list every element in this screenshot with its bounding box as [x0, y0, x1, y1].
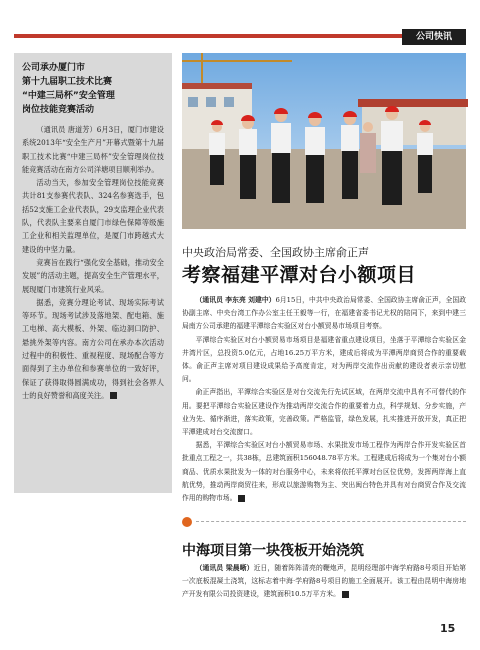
page-number: 15 — [440, 622, 456, 635]
sidebar-title — [22, 61, 164, 117]
article2-paragraph: （通讯员 梁晨晰）近日，随着阵阵清亮的鞭炮声，昆明经理部中海学府路8号项目开始第一次底板混凝土浇筑，这标志着中海·学府路8号项目的施工全面展开。该工程由昆明中海房地产开发有限公司投资建设，建筑面积10.5万平方米。 — [182, 564, 466, 599]
sidebar-body — [22, 123, 164, 402]
article-paragraph: （通讯员 李东亮 刘建中）6月15日，中共中央政治局常委、全国政协主席俞正声，全国政协副主席、中央台湾工作办公室主任王毅等一行，在福建省委书记尤权的陪同下，来到中建三局南方公司承建的福建平潭综合实验区对台小额贸易市场项目考察。 — [182, 296, 466, 331]
sidebar-news-box — [14, 53, 172, 493]
article-title: 考察福建平潭对台小额项目 — [182, 264, 417, 286]
end-mark-icon — [342, 591, 349, 598]
article-paragraph: 据悉，平潭综合实验区对台小额贸易市场、水果批发市场工程作为两岸合作开发实验区首批重点工程之一，共38栋，总建筑面积156048.78平方米。工程建成后将成为一个集对台小额商品、优质水果批发为一体的对台服务中心，未来将依托平潭对台区位优势，发挥两岸海上直航优势，推动两岸商贸往来，形成以旅游购物为主、突出闽台特色并具有对台商贸合作及交流作用的购物市场。 — [182, 441, 466, 503]
article2-title: 中海项目第一块筏板开始浇筑 — [182, 543, 364, 559]
sidebar-paragraph: 活动当天，参加安全管理岗位技能竞赛共计81支参赛代表队、324名参赛选手，包括52支施工企业代表队，29支监理企业代表队，代表队主要来自厦门市绿色保障等级施工企业和相关监理单位，是厦门市跨越式大建设的中坚力量。 — [22, 178, 164, 254]
sidebar-title-line: “中建三局杯”安全管理 — [22, 91, 115, 101]
sidebar-paragraph: 据悉，竞赛分理论考试、现场实际考试等环节。现场考试涉及落地架、配电箱、施工电梯、高大模板、外架、临边洞口防护、悬挑外架等内容。南方公司在承办本次活动过程中的积极性、重视程度、现场配合等方面得到了主办单位和参赛单位的一致好评，保证了获得取得圆满成功，得到社会各界人士的良好赞誉和高度关注。 — [22, 297, 164, 400]
sidebar-title-line: 第十九届职工技术比赛 — [22, 77, 113, 87]
article2-byline: （通讯员 梁晨晰） — [195, 564, 254, 572]
end-mark-icon — [110, 392, 117, 399]
article-subtitle: 中央政治局常委、全国政协主席俞正声 — [182, 246, 369, 259]
sidebar-paragraph: （通讯员 唐道芳）6月3日，厦门市建设系统2013年“安全生产月”开幕式暨第十九届职工技术比赛“中建三局杯”安全管理岗位技能竞赛活动在南方公司洋塘项目顺利举办。 — [22, 125, 164, 174]
section-tag: 公司快讯 — [402, 29, 466, 45]
section-divider-icon — [182, 517, 192, 527]
end-mark-icon — [238, 495, 245, 502]
article-body — [182, 294, 466, 503]
section-divider — [196, 521, 466, 522]
article-paragraph: 俞正声指出，平潭综合实验区是对台交流先行先试区域，在两岸交流中具有不可替代的作用。要把平潭综合实验区建设作为推动两岸交流合作的重要着力点，科学规划、分步实施，产业为先、循序渐进，落实政策，完善政策。严格监管，绿色发展，扎实推进开放开发，真正把平潭建成对台交流窗口。 — [182, 388, 466, 437]
sidebar-title-line: 岗位技能竞赛活动 — [22, 105, 95, 115]
sidebar-title-line: 公司承办厦门市 — [22, 63, 86, 73]
sidebar-paragraph: 竞赛旨在践行“强化安全基础，推动安全发展”的活动主题，提高安全生产管理水平，展现厦门市建筑行业风采。 — [22, 257, 164, 294]
article2-body — [182, 562, 466, 602]
article-photo — [182, 53, 466, 229]
article-byline: （通讯员 李东亮 刘建中） — [195, 296, 276, 304]
header-rule — [14, 34, 406, 38]
article-paragraph: 平潭综合实验区对台小额贸易市场项目是福建省重点建设项目，坐落于平潭综合实验区金井湾片区，总投资5.0亿元，占地16.25万平方米，建成后将成为平潭两岸商贸合作的重要载体。俞正声主席对项目建设成果给予高度肯定，对为两岸交流作出贡献的建设者表示亲切慰问。 — [182, 335, 466, 384]
